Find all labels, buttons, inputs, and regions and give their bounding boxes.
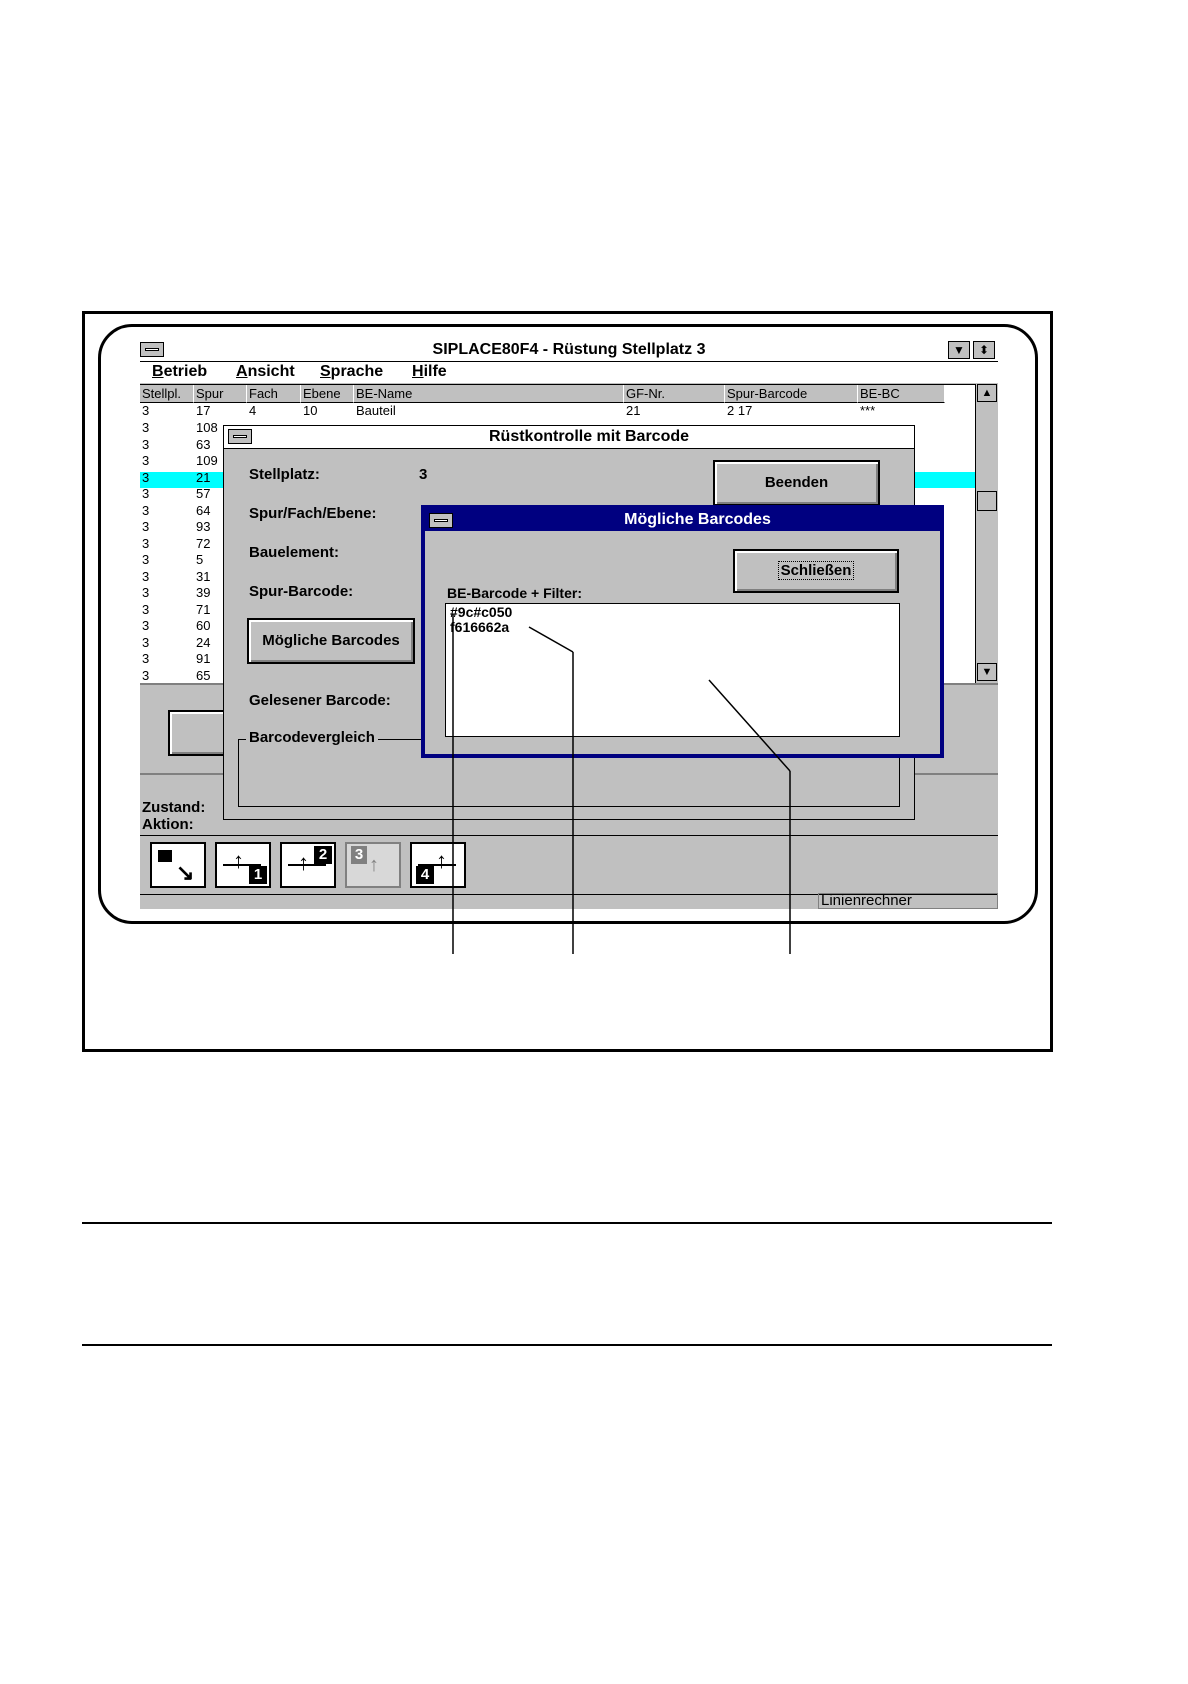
table-row[interactable]: 3 (142, 486, 150, 501)
dialog2-title: Mögliche Barcodes (624, 511, 771, 528)
menu-sprache[interactable]: Sprache (320, 363, 384, 380)
col-gf-nr[interactable]: GF-Nr. (624, 385, 725, 403)
table-row[interactable]: 3 (142, 568, 150, 584)
table-row[interactable]: 3 (142, 634, 150, 650)
col-be-bc[interactable]: BE-BC (858, 385, 945, 403)
table-row[interactable]: 3 (142, 502, 150, 518)
schliessen-label: Schließen (778, 561, 855, 580)
table-cell: 65 (196, 667, 211, 683)
row1-spur-barcode: 2 17 (727, 403, 753, 418)
table-cell: 57 (196, 486, 211, 501)
col-fach[interactable]: Fach (247, 385, 301, 403)
table-cell: 63 (196, 436, 211, 452)
table-cell: 108 (196, 420, 218, 435)
stellplatz-label: Stellplatz: (249, 466, 320, 483)
table-cell: 39 (196, 585, 211, 600)
table-row[interactable]: 3 (142, 601, 150, 617)
row1-fach: 4 (249, 403, 257, 418)
table-cell: 72 (196, 535, 211, 551)
spur-barcode-label: Spur-Barcode: (249, 583, 354, 600)
list-item[interactable]: f616662a (450, 619, 510, 635)
up-arrow-icon: ↑ (436, 848, 447, 873)
cursor-arrow-icon: ↘ (176, 860, 195, 885)
col-be-name[interactable]: BE-Name (354, 385, 624, 403)
scroll-up-icon[interactable]: ▲ (977, 384, 997, 402)
track-number-2: 2 (314, 846, 332, 864)
table-row[interactable]: 3 (142, 469, 150, 485)
up-arrow-icon: ↑ (298, 850, 309, 875)
track-number-1: 1 (249, 866, 267, 884)
table-cell: 60 (196, 618, 211, 633)
table-row[interactable]: 3 (142, 453, 150, 468)
track-number-3: 3 (351, 846, 367, 864)
minimize-button[interactable]: ▼ (948, 341, 970, 359)
table-cell: 109 (196, 453, 218, 468)
row1-spur: 17 (196, 403, 211, 418)
linienrechner-status: Linienrechner (818, 893, 998, 909)
up-arrow-icon: ↑ (369, 854, 379, 876)
restore-button[interactable]: ⬍ (973, 341, 995, 359)
table-cell: 64 (196, 502, 211, 518)
track-number-4: 4 (416, 866, 434, 884)
table-cell: 21 (196, 469, 211, 485)
col-ebene[interactable]: Ebene (301, 385, 354, 403)
table-cell: 5 (196, 552, 204, 567)
table-row[interactable]: 3 (142, 618, 150, 633)
table-row[interactable]: 3 (142, 535, 150, 551)
row1-be-bc: *** (860, 403, 876, 418)
menu-betrieb[interactable]: Betrieb (152, 363, 208, 380)
barcodevergleich-label: Barcodevergleich (246, 729, 378, 746)
up-arrow-icon: ↑ (233, 848, 244, 873)
horizontal-rule (82, 1222, 1052, 1224)
table-cell: 71 (196, 601, 211, 617)
aktion-label: Aktion: (142, 816, 194, 833)
list-item[interactable]: #9c#c050 (450, 604, 513, 620)
table-row[interactable]: 3 (142, 585, 150, 600)
scroll-down-icon[interactable]: ▼ (977, 663, 997, 681)
dialog-title: Rüstkontrolle mit Barcode (488, 428, 690, 445)
row1-gf-nr: 21 (626, 403, 641, 418)
table-row[interactable]: 3 (142, 519, 150, 534)
menu-hilfe[interactable]: Hilfe (412, 363, 447, 380)
row1-be-name: Bauteil (356, 403, 396, 418)
callout-line-3-diag (709, 680, 790, 771)
row1-ebene: 10 (303, 403, 318, 418)
table-cell: 93 (196, 519, 211, 534)
beenden-button[interactable]: Beenden (713, 460, 880, 506)
menu-ansicht[interactable]: Ansicht (236, 363, 295, 380)
col-stellpl[interactable]: Stellpl. (140, 385, 194, 403)
table-row[interactable]: 3 (142, 667, 150, 683)
filter-label: BE-Barcode + Filter: (447, 585, 582, 601)
window-title: SIPLACE80F4 - Rüstung Stellplatz 3 (432, 341, 706, 358)
col-spur-barcode[interactable]: Spur-Barcode (725, 385, 858, 403)
zustand-label: Zustand: (142, 799, 206, 816)
table-row[interactable]: 3 (142, 420, 150, 435)
col-spur[interactable]: Spur (194, 385, 247, 403)
stellplatz-value: 3 (419, 466, 428, 483)
table-row[interactable]: 3 (142, 651, 150, 666)
horizontal-rule (82, 1344, 1052, 1346)
table-row[interactable]: 3 (142, 552, 150, 567)
bauelement-label: Bauelement: (249, 544, 340, 561)
gelesener-barcode-label: Gelesener Barcode: (249, 692, 391, 709)
table-cell: 24 (196, 634, 211, 650)
table-cell: 31 (196, 568, 211, 584)
moegliche-barcodes-button[interactable]: Mögliche Barcodes (247, 618, 415, 664)
spur-fach-ebene-label: Spur/Fach/Ebene: (249, 505, 377, 522)
table-cell: 91 (196, 651, 211, 666)
table-row[interactable]: 3 (142, 436, 150, 452)
row1-stellpl: 3 (142, 403, 150, 418)
callout-line-2-diag (529, 627, 573, 652)
